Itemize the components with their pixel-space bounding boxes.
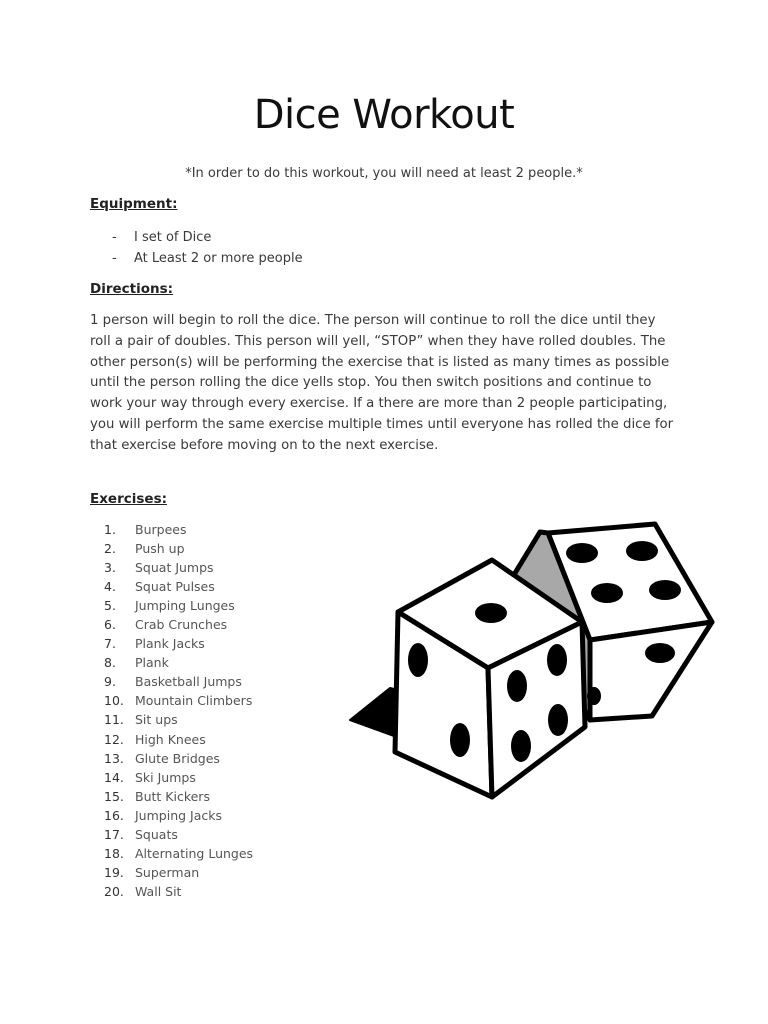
list-item: 11. Sit ups (104, 712, 178, 728)
exercises-heading: Exercises: (90, 491, 167, 507)
list-item: 17. Squats (104, 826, 178, 842)
list-item: - At Least 2 or more people (112, 251, 303, 266)
list-item: 13. Glute Bridges (104, 750, 220, 766)
list-item: 7. Plank Jacks (104, 636, 205, 652)
list-item: 1. Burpees (104, 522, 187, 537)
list-item: 16. Jumping Jacks (104, 807, 222, 823)
exercise-list (104, 520, 253, 901)
list-item: 15. Butt Kickers (104, 788, 210, 804)
list-item: 5. Jumping Lunges (104, 598, 235, 614)
list-item: 6. Crab Crunches (104, 617, 228, 633)
equipment-heading: Equipment: (90, 196, 178, 212)
list-item: 9. Basketball Jumps (104, 674, 242, 690)
list-item: 20. Wall Sit (104, 883, 182, 899)
list-item: 3. Squat Jumps (104, 560, 214, 576)
list-item: 19. Superman (104, 864, 200, 880)
list-item: 12. High Knees (104, 731, 206, 747)
list-item: 18. Alternating Lunges (104, 845, 254, 861)
list-item: - I set of Dice (112, 230, 212, 245)
list-item: 14. Ski Jumps (104, 769, 196, 785)
page-title: Dice Workout (253, 92, 515, 138)
equipment-list (112, 227, 303, 269)
requirement-note: *In order to do this workout, you will need at least 2 people.* (185, 166, 583, 181)
list-item: 10. Mountain Climbers (104, 693, 253, 709)
list-item: 4. Squat Pulses (104, 579, 215, 595)
directions-heading: Directions: (90, 281, 174, 297)
list-item: 8. Plank (104, 655, 169, 671)
list-item: 2. Push up (104, 541, 185, 557)
dice-pair-icon (340, 515, 720, 819)
directions-text: 1 person will begin to roll the dice. The person will continue to roll the dice until they roll a pair of doubles. This person will yell, “STOP” when they have rolled doubles. The other person(s) will be performing the exercise that is listed as many times as possible until the person rolling the dice yells stop. You then switch positions and continue to work your way through every exercise. If a there are more than 2 people participating, you will perform the same exercise multiple times until everyone has rolled the dice for that exercise before moving on to the next exercise. (90, 313, 674, 453)
